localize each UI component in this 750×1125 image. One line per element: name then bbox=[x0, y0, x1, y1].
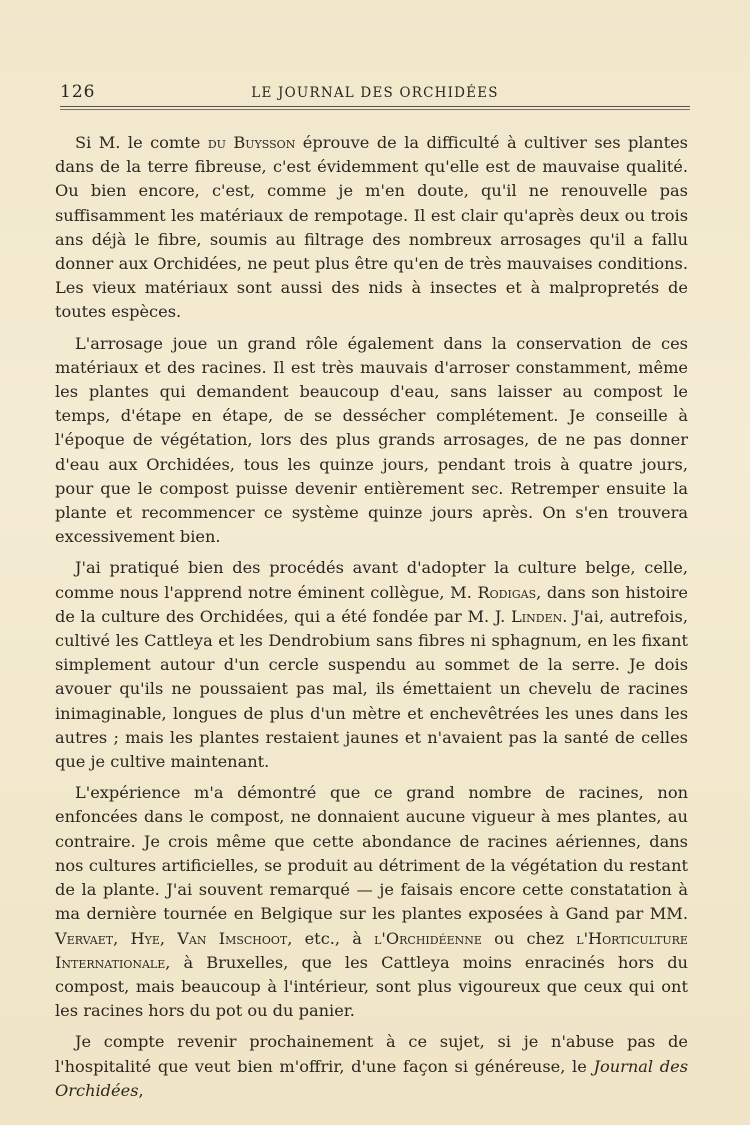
journal-title: Journal des Orchidées bbox=[55, 1056, 689, 1100]
person-name: Rodigas bbox=[477, 582, 537, 602]
article-body bbox=[55, 131, 688, 1110]
paragraph-4: L'expérience m'a démontré que ce grand nombre de racines, non enfoncées dans le compost, ne donnaient aucune vigueur à mes plantes, au contraire. Je crois même que cette abondance de racines aériennes, dans nos cultures artificielles, se produit au détriment de la végétation du restant de la plante. J'ai souvent remarqué — je faisais encore cette constatation à ma dernière tournée en Belgique sur les plantes exposées à Gand par MM. Vervaet, Hye, Van Imschoot, etc., à l'Orchidéenne ou chez l'Horticulture Internationale, à Bruxelles, que les Cattleya moins enracinés hors du compost, mais beaucoup à l'intérieur, sont plus vigoureux que ceux qui ont les racines hors du pot ou du panier. bbox=[55, 783, 688, 1021]
paragraph-5: Je compte revenir prochainement à ce sujet, si je n'abuse pas de l'hospitalité que veut bien m'offrir, d'une façon si généreuse, le Journal des Orchidées, bbox=[55, 1032, 689, 1100]
person-name: Van Imschoot bbox=[177, 928, 288, 948]
person-name: Hye bbox=[130, 928, 160, 948]
page-header bbox=[60, 82, 690, 104]
paragraph-1: Si M. le comte du Buysson éprouve de la difficulté à cultiver ses plantes dans de la terre fibreuse, c'est évidemment qu'elle est de mauvaise qualité. Ou bien encore, c'est, comme je m'en doute, qu'il ne renouvelle pas suffisamment les matériaux de rempotage. Il est clair qu'après deux ou trois ans déjà le fibre, soumis au filtrage des nombreux arrosages qu'il a fallu donner aux Orchidées, ne peut plus être qu'en de très mauvaises conditions. Les vieux matériaux sont aussi des nids à insectes et à malpropretés de toutes espèces. bbox=[55, 133, 688, 322]
person-name: Vervaet bbox=[55, 928, 114, 948]
page-number: 126 bbox=[60, 82, 96, 102]
paragraph-2: L'arrosage joue un grand rôle également dans la conservation de ces matériaux et des racines. Il est très mauvais d'arroser constamment, même les plantes qui demandent beaucoup d'eau, sans laisser au compost le temps, d'étape en étape, de se dessécher complétement. Je conseille à l'époque de végétation, lors des plus grands arrosages, de ne pas donner d'eau aux Orchidées, tous les quinze jours, pendant trois à quatre jours, pour que le compost puisse devenir entièrement sec. Retremper ensuite la plante et recommencer ce système quinze jours après. On s'en trouvera excessivement bien. bbox=[55, 333, 688, 547]
person-name: du Buysson bbox=[207, 133, 296, 152]
organization-name: l'Orchidéenne bbox=[374, 928, 482, 948]
person-name: Linden bbox=[511, 606, 563, 626]
paragraph-3: J'ai pratiqué bien des procédés avant d'adopter la culture belge, celle, comme nous l'apprend notre éminent collègue, M. Rodigas, dans son histoire de la culture des Orchidées, qui a été fondée par M. J. Linden. J'ai, autrefois, cultivé les Cattleya et les Dendrobium sans fibres ni sphagnum, en les fixant simplement autour d'un cercle suspendu au sommet de la serre. Je dois avouer qu'ils ne poussaient pas mal, ils émettaient un chevelu de racines inimaginable, longues de plus d'un mètre et enchevêtrées les unes dans les autres ; mais les plantes restaient jaunes et n'avaient pas la santé de celles que je cultive maintenant. bbox=[55, 558, 688, 772]
header-rule bbox=[60, 106, 690, 110]
organization-name: l'Horticulture Internationale bbox=[55, 928, 688, 972]
running-title: LE JOURNAL DES ORCHIDÉES bbox=[251, 85, 499, 101]
